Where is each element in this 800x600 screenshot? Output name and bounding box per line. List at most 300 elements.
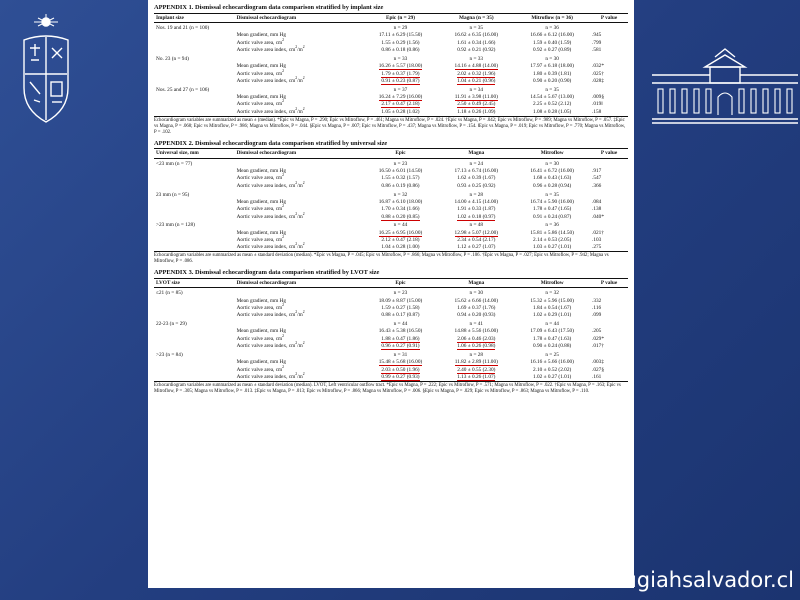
- p-value-cell: .032*: [592, 63, 604, 70]
- empty-cell: [154, 237, 235, 244]
- magna-value: 1.02 ± 0.18 (0.97): [457, 213, 496, 220]
- column-header: Implant size: [156, 14, 184, 21]
- group-row: [154, 319, 628, 328]
- appendix-table: [154, 278, 628, 382]
- group-row: [154, 158, 628, 167]
- epic-value: 1.70 ± 0.34 (1.66): [381, 206, 420, 213]
- empty-cell: [590, 220, 628, 229]
- mitroflow-cell: 1.68 ± 0.43 (1.63): [533, 175, 572, 182]
- magna-value: 1.12 ± 0.27 (1.07): [457, 244, 496, 251]
- magna-cell: [438, 47, 514, 54]
- epic-cell: [363, 32, 439, 39]
- count-cell: n = 34: [469, 86, 484, 93]
- magna-value: 14.00 ± 4.15 (14.00): [454, 198, 499, 205]
- table-row: [154, 328, 628, 335]
- magna-cell: [438, 182, 514, 189]
- epic-cell: [363, 175, 439, 182]
- university-seal-logo: [18, 10, 74, 130]
- table-row: [154, 47, 628, 54]
- column-header: Dismissal echocardiogram: [236, 150, 297, 157]
- magna-value: 15.62 ± 6.66 (14.00): [454, 297, 499, 304]
- mitroflow-cell: 1.02 ± 0.27 (1.01): [514, 374, 590, 382]
- group-label: Nos. 25 and 27 (n = 106): [156, 86, 210, 93]
- table-row: [154, 94, 628, 101]
- measure-cell: Mean gradient, mm Hg: [236, 167, 287, 174]
- magna-cell: [438, 94, 514, 101]
- table-footnote: Echocardiogram variables are summarized as mean ± (median). *Epic vs Magna, P = .290; Epic vs Mitroflow, P = .461; Magna vs Mitroflow, P = .024. †Epic vs Magna, P = .042; Epic vs Mitroflow, P = .989; Magna vs Mitroflow, P = .057. ‡Epic vs Magna, P = .068; Epic vs Mitroflow, P = .986; Magna vs Mitroflow, P = .044. §Epic vs Magna, P = .007; Epic vs Mitroflow, P = .437; Magna vs Mitroflow, P = .154. ‖Epic vs Magna, P = .019; Epic vs Mitroflow, P = .770; Magna vs Mitroflow, P = .102.: [154, 117, 626, 135]
- mitroflow-cell: 17.09 ± 6.43 (17.50): [530, 328, 574, 335]
- table-row: [154, 374, 628, 382]
- epic-value: 17.11 ± 6.29 (15.50): [378, 32, 423, 39]
- p-value-cell: .138: [592, 206, 602, 213]
- measure-cell: Aortic valve area, $cm^2$: [236, 37, 285, 46]
- p-value-cell: .009§: [592, 94, 604, 101]
- column-header: Magna (n = 35): [458, 14, 494, 21]
- header-row: [154, 278, 628, 287]
- magna-value: 12.98 ± 5.07 (12.00): [454, 229, 499, 236]
- epic-value: 1.05 ± 0.28 (1.02): [381, 108, 420, 115]
- empty-cell: [154, 359, 235, 366]
- column-header: Epic: [395, 150, 406, 157]
- epic-value: 16.87 ± 6.10 (18.00): [378, 198, 423, 205]
- column-header: P value: [600, 14, 618, 21]
- measure-cell: Aortic valve area index, $cm^2/m^2$: [236, 76, 305, 84]
- group-row: [154, 23, 628, 32]
- empty-cell: [235, 288, 363, 297]
- count-cell: n = 37: [393, 86, 408, 93]
- p-value-cell: .945: [592, 32, 602, 39]
- p-value-cell: .205: [592, 328, 602, 335]
- epic-cell: [363, 244, 439, 252]
- mitroflow-cell: 1.78 ± 0.47 (1.63): [533, 335, 572, 342]
- epic-cell: [363, 343, 439, 350]
- epic-value: 1.55 ± 0.32 (1.57): [381, 175, 420, 182]
- mitroflow-cell: 15.32 ± 5.96 (15.00): [530, 297, 574, 304]
- p-value-cell: .799: [592, 39, 602, 46]
- measure-cell: Aortic valve area index, $cm^2/m^2$: [236, 341, 305, 350]
- measure-cell: Mean gradient, mm Hg: [236, 328, 287, 335]
- column-header: Universal size, mm: [156, 150, 199, 157]
- empty-cell: [154, 312, 235, 319]
- p-value-cell: .917: [592, 167, 602, 174]
- count-cell: n = 44: [393, 321, 408, 328]
- magna-value: 11.82 ± 2.89 (11.00): [454, 359, 498, 366]
- appendix-table: [154, 13, 628, 117]
- empty-cell: [154, 229, 235, 236]
- count-cell: n = 30: [545, 55, 559, 62]
- appendix-3: [154, 269, 628, 395]
- epic-cell: [363, 77, 439, 84]
- magna-cell: [438, 175, 514, 182]
- magna-value: 2.40 ± 0.55 (2.30): [457, 366, 496, 373]
- p-value-cell: .099: [592, 312, 602, 319]
- p-value-cell: .025†: [592, 70, 604, 77]
- table-row: [154, 335, 628, 342]
- appendix-2: [154, 140, 628, 266]
- magna-value: 11.91 ± 3.98 (11.00): [454, 94, 498, 101]
- table-row: [154, 63, 628, 70]
- epic-cell: [363, 182, 439, 189]
- magna-value: 1.18 ± 0.26 (1.09): [457, 108, 496, 115]
- measure-cell: Aortic valve area index, $cm^2/m^2$: [236, 45, 305, 54]
- magna-value: 14.16 ± 4.88 (14.00): [454, 63, 499, 70]
- count-cell: n = 23: [393, 290, 408, 297]
- count-cell: n = 35: [545, 191, 559, 198]
- mitroflow-cell: 16.66 ± 6.12 (16.00): [530, 32, 574, 39]
- epic-value: 0.91 ± 0.23 (0.87): [381, 77, 420, 84]
- magna-value: 0.93 ± 0.25 (0.92): [457, 182, 496, 189]
- empty-cell: [154, 343, 235, 350]
- mitroflow-cell: 15.81 ± 5.86 (14.50): [530, 229, 574, 236]
- magna-cell: [438, 359, 514, 366]
- group-label: 22-23 (n = 29): [156, 321, 187, 328]
- epic-cell: [363, 167, 439, 174]
- epic-value: 16.25 ± 6.95 (16.00): [378, 229, 423, 236]
- empty-cell: [235, 54, 363, 63]
- p-value-cell: .019‖: [592, 101, 603, 108]
- table-footnote: Echocardiogram variables are summarized as mean ± standard deviation (median). *Epic vs Magna, P = .045; Epic vs Mitroflow, P = .866; Magna vs Mitroflow, P = .106. †Epic vs Magna, P = .027; Epic vs Mitroflow, P = .942; Magna vs Mitroflow, P = .086.: [154, 253, 609, 265]
- column-header: Magna: [468, 279, 485, 286]
- measure-cell: Aortic valve area index, $cm^2/m^2$: [236, 211, 305, 220]
- p-value-cell: .028‡: [592, 77, 604, 84]
- p-value-cell: .017†: [592, 343, 604, 350]
- empty-cell: [154, 47, 235, 54]
- measure-cell: Mean gradient, mm Hg: [236, 32, 287, 39]
- p-value-cell: .029*: [592, 335, 604, 342]
- magna-cell: [438, 77, 514, 84]
- empty-cell: [154, 70, 235, 77]
- count-cell: n = 28: [469, 191, 484, 198]
- group-row: [154, 85, 628, 94]
- group-label: 23 mm (n = 95): [156, 191, 190, 198]
- empty-cell: [154, 244, 235, 252]
- measure-cell: Aortic valve area, $cm^2$: [236, 68, 285, 77]
- empty-cell: [235, 85, 363, 94]
- measure-cell: Mean gradient, mm Hg: [236, 359, 287, 366]
- magna-value: 2.50 ± 0.49 (2.45): [457, 101, 496, 108]
- empty-cell: [154, 213, 235, 220]
- group-label: Nos. 19 and 21 (n = 100): [156, 25, 210, 32]
- p-value-cell: .021†: [592, 229, 604, 236]
- magna-cell: [438, 328, 514, 335]
- table-row: [154, 343, 628, 350]
- mitroflow-cell: 2.14 ± 0.53 (2.05): [533, 237, 572, 244]
- magna-value: 16.62 ± 6.35 (16.00): [454, 32, 499, 39]
- magna-value: 1.61 ± 0.34 (1.66): [457, 39, 496, 46]
- table-row: [154, 237, 628, 244]
- measure-cell: Aortic valve area, $cm^2$: [236, 99, 285, 108]
- table-row: [154, 39, 628, 46]
- p-value-cell: .158: [590, 108, 628, 116]
- magna-cell: [438, 206, 514, 213]
- mitroflow-cell: 16.74 ± 5.90 (16.00): [530, 198, 574, 205]
- epic-value: 0.88 ± 0.20 (0.85): [381, 213, 420, 220]
- table-row: [154, 167, 628, 174]
- mitroflow-cell: 0.90 ± 0.20 (0.90): [533, 77, 572, 84]
- table-row: [154, 359, 628, 366]
- empty-cell: [154, 374, 235, 382]
- epic-cell: [363, 374, 439, 382]
- table-row: [154, 312, 628, 319]
- group-row: [154, 288, 628, 297]
- magna-cell: [438, 343, 514, 350]
- magna-cell: [438, 312, 514, 319]
- appendix-title: APPENDIX 2. Dismissal echocardiogram data comparison stratified by universal size: [154, 139, 388, 147]
- magna-value: 1.69 ± 0.37 (1.76): [457, 304, 496, 311]
- mitroflow-cell: 1.80 ± 0.39 (1.81): [533, 70, 572, 77]
- epic-cell: [363, 39, 439, 46]
- p-value-cell: .547: [592, 175, 602, 182]
- table-row: [154, 297, 628, 304]
- group-row: [154, 220, 628, 229]
- measure-cell: Aortic valve area, $cm^2$: [236, 173, 285, 182]
- measure-cell: Mean gradient, mm Hg: [236, 297, 287, 304]
- table-row: [154, 182, 628, 189]
- magna-value: 17.13 ± 6.74 (16.00): [454, 167, 499, 174]
- mitroflow-cell: 17.97 ± 6.18 (18.00): [530, 63, 574, 70]
- empty-cell: [154, 94, 235, 101]
- epic-value: 18.09 ± 8.87 (15.00): [378, 297, 423, 304]
- count-cell: n = 36: [545, 222, 559, 229]
- mitroflow-cell: 1.08 ± 0.28 (1.05): [514, 108, 590, 116]
- epic-cell: [363, 47, 439, 54]
- mitroflow-cell: 2.10 ± 0.52 (2.02): [533, 366, 572, 373]
- epic-cell: [363, 304, 439, 311]
- table-row: [154, 175, 628, 182]
- magna-cell: [438, 304, 514, 311]
- empty-cell: [154, 175, 235, 182]
- empty-cell: [590, 54, 628, 63]
- count-cell: n = 33: [469, 55, 484, 62]
- mitroflow-cell: 0.92 ± 0.27 (0.89): [533, 47, 572, 54]
- mitroflow-cell: 16.41 ± 6.72 (16.00): [530, 167, 574, 174]
- measure-cell: Aortic valve area, $cm^2$: [236, 235, 285, 244]
- header-row: [154, 149, 628, 158]
- epic-value: 0.86 ± 0.19 (0.86): [381, 182, 420, 189]
- p-value-cell: .275: [590, 244, 628, 252]
- empty-cell: [590, 288, 628, 297]
- magna-value: 0.92 ± 0.21 (0.92): [457, 47, 496, 54]
- table-row: [154, 366, 628, 373]
- empty-cell: [154, 32, 235, 39]
- magna-cell: [438, 70, 514, 77]
- measure-cell: Mean gradient, mm Hg: [236, 63, 287, 70]
- appendix-table: [154, 148, 628, 252]
- appendix-list: [154, 4, 628, 395]
- count-cell: n = 25: [545, 352, 559, 359]
- epic-value: 16.43 ± 5.38 (16.50): [378, 328, 423, 335]
- epic-cell: [363, 108, 439, 116]
- epic-cell: [363, 63, 439, 70]
- count-cell: n = 35: [469, 25, 484, 32]
- magna-cell: [438, 374, 514, 382]
- table-row: [154, 213, 628, 220]
- table-row: [154, 70, 628, 77]
- column-header: Mitroflow (n = 36): [531, 14, 573, 21]
- measure-cell: Aortic valve area index, $cm^2/m^2$: [235, 108, 363, 116]
- count-cell: n = 30: [469, 290, 484, 297]
- table-row: [154, 244, 628, 252]
- p-value-cell: .103: [592, 237, 602, 244]
- epic-value: 1.59 ± 0.27 (1.58): [381, 304, 420, 311]
- empty-cell: [235, 190, 363, 199]
- column-header: Dismissal echocardiogram: [236, 14, 297, 21]
- group-row: [154, 190, 628, 199]
- empty-cell: [154, 77, 235, 84]
- measure-cell: Aortic valve area index, $cm^2/m^2$: [235, 374, 363, 382]
- measure-cell: Mean gradient, mm Hg: [236, 94, 287, 101]
- magna-value: 14.88 ± 5.56 (16.00): [454, 328, 499, 335]
- count-cell: n = 24: [469, 160, 484, 167]
- epic-cell: [363, 335, 439, 342]
- epic-value: 16.24 ± 7.29 (16.00): [378, 94, 423, 101]
- epic-cell: [363, 312, 439, 319]
- building-logo: [650, 45, 800, 125]
- p-value-cell: .027§: [592, 366, 604, 373]
- epic-value: 1.79 ± 0.37 (1.79): [381, 70, 420, 77]
- count-cell: n = 31: [393, 352, 408, 359]
- epic-value: 16.26 ± 5.57 (18.00): [378, 63, 423, 70]
- epic-cell: [363, 213, 439, 220]
- p-value-cell: .084: [592, 198, 602, 205]
- p-value-cell: .332: [592, 297, 602, 304]
- table-row: [154, 108, 628, 116]
- epic-value: 2.17 ± 0.47 (2.18): [381, 101, 420, 108]
- column-header: Magna: [468, 150, 485, 157]
- epic-cell: [363, 297, 439, 304]
- mitroflow-cell: 0.96 ± 0.28 (0.94): [533, 182, 572, 189]
- epic-value: 1.04 ± 0.28 (1.00): [381, 244, 420, 251]
- table-footnote: Echocardiogram variables are summarized as mean ± standard deviation (median). LVOT, Left ventricular outflow tract. *Epic vs Magna, P = .222; Epic vs Mitroflow, P = .571; Magna vs Mitroflow, P = .022. †Epic vs Magna, P = .163; Epic vs Mitroflow, P = .305; Magna vs Mitroflow, P = .013. ‡Epic vs Magna, P = .013; Epic vs Mitroflow, P = .866; Magna vs Mitroflow, P = .006. §Epic vs Magna, P = .029; Epic vs Mitroflow, P = .863; Magna vs Mitroflow, P = .110.: [154, 382, 621, 394]
- p-value-cell: .581: [592, 47, 602, 54]
- empty-cell: [235, 220, 363, 229]
- magna-value: 2.02 ± 0.32 (1.96): [457, 70, 496, 77]
- epic-cell: [363, 328, 439, 335]
- epic-value: 0.99 ± 0.27 (0.93): [381, 374, 420, 381]
- count-cell: n = 44: [393, 222, 408, 229]
- mitroflow-cell: 1.02 ± 0.29 (1.01): [533, 312, 572, 319]
- epic-cell: [363, 101, 439, 108]
- empty-cell: [235, 23, 363, 32]
- magna-value: 0.94 ± 0.20 (0.93): [457, 312, 496, 319]
- empty-cell: [154, 63, 235, 70]
- mitroflow-cell: 1.78 ± 0.47 (1.65): [533, 206, 572, 213]
- header-row: [154, 13, 628, 22]
- p-value-cell: .003‡: [592, 359, 604, 366]
- mitroflow-cell: 1.84 ± 0.54 (1.67): [533, 304, 572, 311]
- appendix-title: APPENDIX 3. Dismissal echocardiogram data comparison stratified by LVOT size: [154, 269, 380, 277]
- measure-cell: Mean gradient, mm Hg: [236, 229, 287, 236]
- epic-cell: [363, 366, 439, 373]
- magna-value: 1.04 ± 0.21 (0.96): [457, 77, 496, 84]
- p-value-cell: .040*: [592, 213, 604, 220]
- column-header: Epic (n = 29): [385, 14, 416, 21]
- group-label: No. 23 (n = 94): [156, 55, 189, 62]
- empty-cell: [590, 23, 628, 32]
- epic-cell: [363, 94, 439, 101]
- empty-cell: [590, 319, 628, 328]
- magna-cell: [438, 32, 514, 39]
- epic-value: 0.96 ± 0.27 (0.91): [381, 343, 420, 350]
- group-label: ≤21 (n = 85): [156, 290, 183, 297]
- table-row: [154, 77, 628, 84]
- empty-cell: [590, 350, 628, 359]
- measure-cell: Aortic valve area index, $cm^2/m^2$: [236, 310, 305, 319]
- magna-cell: [438, 237, 514, 244]
- magna-cell: [438, 101, 514, 108]
- empty-cell: [154, 198, 235, 205]
- count-cell: n = 23: [393, 160, 408, 167]
- count-cell: n = 32: [545, 290, 559, 297]
- measure-cell: Aortic valve area, $cm^2$: [236, 204, 285, 213]
- mitroflow-cell: 16.16 ± 5.66 (16.00): [530, 359, 574, 366]
- count-cell: n = 28: [469, 352, 484, 359]
- mitroflow-cell: 0.91 ± 0.24 (0.87): [533, 213, 572, 220]
- count-cell: n = 41: [469, 321, 484, 328]
- epic-value: 1.55 ± 0.29 (1.56): [381, 39, 420, 46]
- column-header: Epic: [395, 279, 406, 286]
- mitroflow-cell: 14.54 ± 5.67 (13.00): [530, 94, 574, 101]
- group-label: <23 mm (n = 77): [156, 160, 193, 167]
- magna-cell: [438, 167, 514, 174]
- magna-cell: [438, 229, 514, 236]
- empty-cell: [154, 182, 235, 189]
- epic-value: 15.48 ± 5.68 (16.00): [378, 359, 423, 366]
- empty-cell: [154, 101, 235, 108]
- group-row: [154, 54, 628, 63]
- p-value-cell: .366: [592, 182, 602, 189]
- magna-cell: [438, 39, 514, 46]
- mitroflow-cell: 1.03 ± 0.27 (1.01): [514, 244, 590, 252]
- magna-cell: [438, 335, 514, 342]
- table-row: [154, 206, 628, 213]
- count-cell: n = 48: [469, 222, 484, 229]
- epic-cell: [363, 206, 439, 213]
- column-header: P value: [600, 150, 618, 157]
- magna-cell: [438, 213, 514, 220]
- empty-cell: [154, 335, 235, 342]
- table-row: [154, 32, 628, 39]
- count-cell: n = 36: [545, 25, 559, 32]
- column-header: Dismissal echocardiogram: [236, 279, 297, 286]
- count-cell: n = 35: [545, 86, 559, 93]
- empty-cell: [154, 366, 235, 373]
- mitroflow-cell: 1.59 ± 0.40 (1.59): [533, 39, 572, 46]
- table-row: [154, 101, 628, 108]
- epic-value: 2.12 ± 0.47 (2.18): [381, 237, 420, 244]
- count-cell: n = 33: [393, 55, 408, 62]
- magna-value: 2.34 ± 0.54 (2.17): [457, 237, 496, 244]
- epic-value: 16.50 ± 6.01 (14.50): [378, 167, 423, 174]
- p-value-cell: .161: [590, 374, 628, 382]
- empty-cell: [154, 297, 235, 304]
- magna-cell: [438, 63, 514, 70]
- measure-cell: Aortic valve area index, $cm^2/m^2$: [236, 180, 305, 189]
- count-cell: n = 29: [393, 25, 408, 32]
- epic-value: 1.88 ± 0.47 (1.86): [381, 335, 420, 342]
- empty-cell: [235, 158, 363, 167]
- empty-cell: [154, 206, 235, 213]
- magna-cell: [438, 244, 514, 252]
- magna-value: 1.62 ± 0.39 (1.67): [457, 175, 496, 182]
- empty-cell: [235, 319, 363, 328]
- count-cell: n = 30: [545, 160, 559, 167]
- epic-value: 2.03 ± 0.50 (1.96): [381, 366, 420, 373]
- mitroflow-cell: 2.25 ± 0.52 (2.12): [533, 101, 572, 108]
- column-header: P value: [600, 279, 618, 286]
- empty-cell: [154, 108, 235, 116]
- table-row: [154, 198, 628, 205]
